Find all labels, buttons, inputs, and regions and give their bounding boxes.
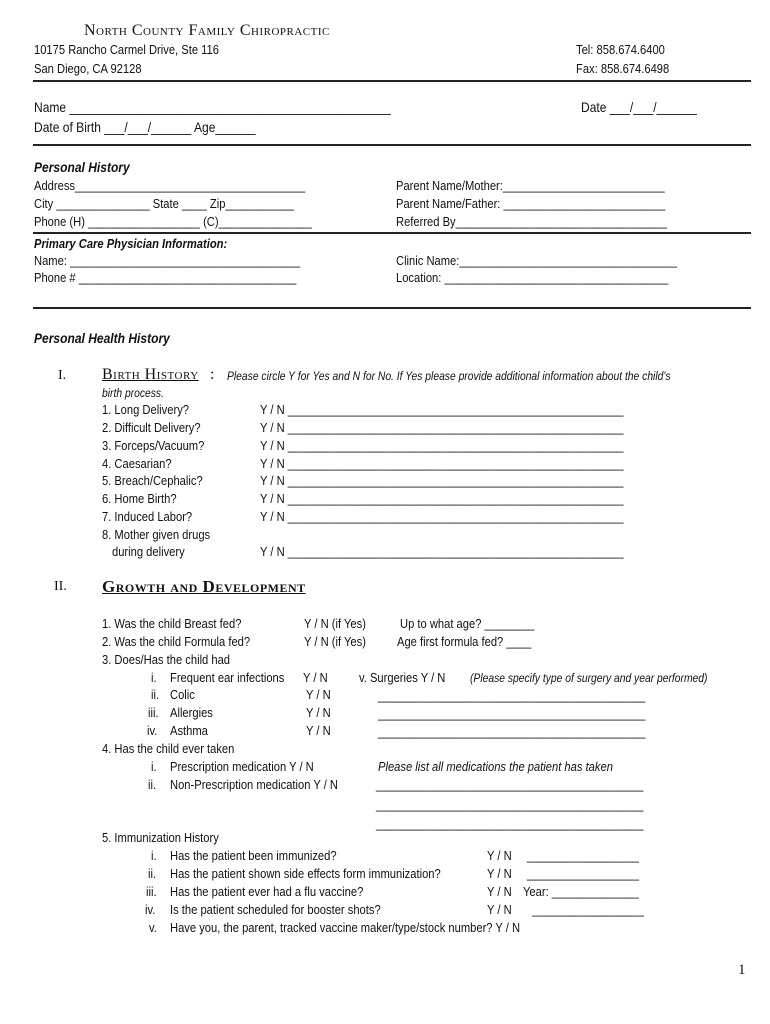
q2-extra[interactable]: Age first formula fed? ____ bbox=[397, 634, 532, 649]
birth-item-answer[interactable]: Y / N ______________________________________________________ bbox=[260, 544, 624, 559]
birth-history-instruction: Please circle Y for Yes and N for No. If Yes please provide additional information about the child's bbox=[227, 369, 671, 383]
q3-item-yn[interactable]: Y / N bbox=[306, 723, 331, 738]
q3-item-yn[interactable]: Y / N bbox=[306, 705, 331, 720]
q5-item-yn[interactable]: Y / N bbox=[487, 902, 512, 917]
birth-history-numeral: I. bbox=[58, 368, 67, 383]
q3-item-num: iii. bbox=[148, 705, 159, 720]
q3-label: 3. Does/Has the child had bbox=[102, 652, 231, 667]
name-field[interactable]: Name ________________________________________________ bbox=[34, 99, 391, 115]
q1-yn[interactable]: Y / N (if Yes) bbox=[304, 616, 366, 631]
birth-item-answer[interactable]: Y / N ______________________________________________________ bbox=[260, 509, 624, 524]
surgeries-blank-line[interactable]: ___________________________________________ bbox=[378, 706, 646, 721]
q1-extra[interactable]: Up to what age? ________ bbox=[400, 616, 535, 631]
dob-age-field[interactable]: Date of Birth ___/___/______ Age______ bbox=[34, 119, 256, 135]
q5-item-num: i. bbox=[151, 848, 157, 863]
personal-history-title: Personal History bbox=[34, 159, 130, 175]
q5-item-extra[interactable]: __________________ bbox=[527, 866, 639, 881]
birth-item-label: 4. Caesarian? bbox=[102, 456, 172, 471]
q5-item-num: iv. bbox=[145, 902, 156, 917]
birth-item-answer[interactable]: Y / N ______________________________________________________ bbox=[260, 438, 624, 453]
q3-item-label: Frequent ear infections bbox=[170, 670, 285, 685]
clinic-name-field[interactable]: Clinic Name:___________________________________ bbox=[396, 253, 677, 268]
health-history-title: Personal Health History bbox=[34, 330, 170, 346]
birth-item-label: 5. Breach/Cephalic? bbox=[102, 473, 203, 488]
q5-item-num: iii. bbox=[146, 884, 157, 899]
medication-blank-line[interactable]: ___________________________________________ bbox=[376, 816, 644, 831]
birth-item-label-cont: during delivery bbox=[112, 544, 185, 559]
page-number: 1 bbox=[738, 962, 746, 978]
q2-yn[interactable]: Y / N (if Yes) bbox=[304, 634, 366, 649]
q3-item-num: ii. bbox=[151, 687, 160, 702]
q5-item-num: ii. bbox=[148, 866, 157, 881]
pcp-divider bbox=[33, 307, 751, 309]
phone-field[interactable]: Phone (H) __________________ (C)_______________ bbox=[34, 214, 312, 229]
q3-item-label: Allergies bbox=[170, 705, 213, 720]
q3-item-label: Asthma bbox=[170, 723, 208, 738]
clinic-address-line2: San Diego, CA 92128 bbox=[34, 61, 142, 76]
birth-history-colon: : bbox=[210, 366, 215, 383]
q5-item-label: Has the patient shown side effects form immunization? bbox=[170, 866, 441, 881]
pcp-title: Primary Care Physician Information: bbox=[34, 236, 228, 251]
birth-history-instruction-cont: birth process. bbox=[102, 386, 164, 400]
surgeries-note: (Please specify type of surgery and year performed) bbox=[470, 671, 708, 685]
clinic-fax: Fax: 858.674.6498 bbox=[576, 61, 670, 76]
q5-item-yn[interactable]: Y / N bbox=[487, 866, 512, 881]
date-field[interactable]: Date ___/___/______ bbox=[581, 99, 697, 115]
medication-blank-line[interactable]: ___________________________________________ bbox=[376, 797, 644, 812]
surgeries-blank-line[interactable]: ___________________________________________ bbox=[378, 688, 646, 703]
parent-mother-field[interactable]: Parent Name/Mother:__________________________ bbox=[396, 178, 665, 193]
birth-item-label: 8. Mother given drugs bbox=[102, 527, 211, 542]
q3-item-label: Colic bbox=[170, 687, 195, 702]
pcp-phone-field[interactable]: Phone # ___________________________________ bbox=[34, 270, 297, 285]
q4-label: 4. Has the child ever taken bbox=[102, 741, 235, 756]
birth-item-label: 2. Difficult Delivery? bbox=[102, 420, 201, 435]
birth-item-answer[interactable]: Y / N ______________________________________________________ bbox=[260, 491, 624, 506]
q5-item-label: Has the patient ever had a flu vaccine? bbox=[170, 884, 364, 899]
address-field[interactable]: Address_____________________________________ bbox=[34, 178, 306, 193]
surgeries-label[interactable]: v. Surgeries Y / N bbox=[359, 670, 446, 685]
q5-item-label[interactable]: Have you, the parent, tracked vaccine maker/type/stock number? Y / N bbox=[170, 920, 521, 935]
referred-by-field[interactable]: Referred By__________________________________ bbox=[396, 214, 668, 229]
q4-item-num: ii. bbox=[148, 777, 157, 792]
q3-item-yn[interactable]: Y / N bbox=[303, 670, 328, 685]
q5-item-label: Is the patient scheduled for booster shots? bbox=[170, 902, 381, 917]
growth-heading: Growth and Development bbox=[102, 577, 306, 596]
medication-blank-line[interactable]: ___________________________________________ bbox=[376, 777, 644, 792]
pcp-name-field[interactable]: Name: _____________________________________ bbox=[34, 253, 301, 268]
q3-item-yn[interactable]: Y / N bbox=[306, 687, 331, 702]
q5-item-extra[interactable]: __________________ bbox=[527, 848, 639, 863]
q2-label: 2. Was the child Formula fed? bbox=[102, 634, 251, 649]
clinic-address-line1: 10175 Rancho Carmel Drive, Ste 116 bbox=[34, 42, 219, 57]
q1-label: 1. Was the child Breast fed? bbox=[102, 616, 242, 631]
q3-item-num: iv. bbox=[147, 723, 158, 738]
birth-item-answer[interactable]: Y / N ______________________________________________________ bbox=[260, 473, 624, 488]
q5-item-extra[interactable]: __________________ bbox=[532, 902, 644, 917]
birth-history-heading: Birth History bbox=[102, 366, 199, 383]
birth-item-label: 7. Induced Labor? bbox=[102, 509, 193, 524]
q5-item-yn[interactable]: Y / N bbox=[487, 848, 512, 863]
q5-item-num: v. bbox=[149, 920, 157, 935]
birth-item-answer[interactable]: Y / N ______________________________________________________ bbox=[260, 402, 624, 417]
q4-item-label[interactable]: Prescription medication Y / N bbox=[170, 759, 314, 774]
birth-item-answer[interactable]: Y / N ______________________________________________________ bbox=[260, 420, 624, 435]
medication-note: Please list all medications the patient has taken bbox=[378, 759, 613, 774]
birth-item-label: 1. Long Delivery? bbox=[102, 402, 190, 417]
birth-item-label: 3. Forceps/Vacuum? bbox=[102, 438, 205, 453]
parent-father-field[interactable]: Parent Name/Father: __________________________ bbox=[396, 196, 666, 211]
birth-item-label: 6. Home Birth? bbox=[102, 491, 177, 506]
q3-item-num: i. bbox=[151, 670, 157, 685]
q5-label: 5. Immunization History bbox=[102, 830, 219, 845]
q5-item-extra[interactable]: Year: ______________ bbox=[523, 884, 639, 899]
top-fields-divider bbox=[33, 144, 751, 146]
city-state-zip-field[interactable]: City _______________ State ____ Zip___________ bbox=[34, 196, 294, 211]
clinic-name: North County Family Chiropractic bbox=[84, 22, 330, 39]
q4-item-label[interactable]: Non-Prescription medication Y / N bbox=[170, 777, 338, 792]
surgeries-blank-line[interactable]: ___________________________________________ bbox=[378, 724, 646, 739]
growth-numeral: II. bbox=[54, 579, 67, 594]
clinic-tel: Tel: 858.674.6400 bbox=[576, 42, 665, 57]
personal-history-divider bbox=[33, 232, 751, 234]
q4-item-num: i. bbox=[151, 759, 157, 774]
header-divider bbox=[33, 80, 751, 82]
location-field[interactable]: Location: ____________________________________ bbox=[396, 270, 669, 285]
birth-item-answer[interactable]: Y / N ______________________________________________________ bbox=[260, 456, 624, 471]
q5-item-label: Has the patient been immunized? bbox=[170, 848, 337, 863]
q5-item-yn[interactable]: Y / N bbox=[487, 884, 512, 899]
